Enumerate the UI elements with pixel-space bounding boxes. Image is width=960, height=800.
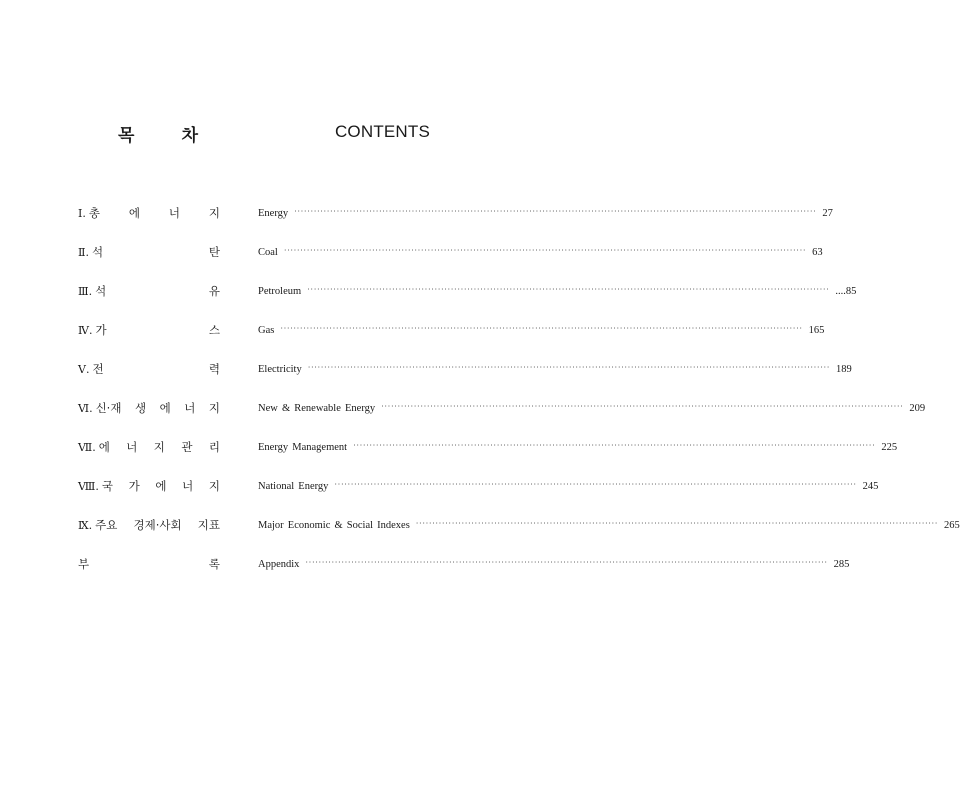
toc-korean-title <box>78 515 220 535</box>
toc-leader-dots: ································································································································································ <box>280 323 803 333</box>
toc-page-number: 189 <box>835 363 852 375</box>
toc-korean-word: 너 <box>168 206 180 220</box>
toc-english-entry[interactable] <box>258 476 879 496</box>
toc-english-title: Petroleum <box>258 285 302 297</box>
toc-leader-dots: ································································································································································ <box>305 557 828 567</box>
toc-english-title: National Energy <box>258 480 329 492</box>
toc-korean-title <box>78 554 220 574</box>
toc-korean-word: 에 <box>128 206 140 220</box>
toc-korean-word: 에 <box>155 479 167 493</box>
toc-korean-title <box>78 437 220 457</box>
toc-row[interactable] <box>78 320 825 359</box>
toc-english-title: Appendix <box>258 558 300 570</box>
toc-korean-word: 지 <box>208 401 220 415</box>
toc-english-title: Energy <box>258 207 289 219</box>
toc-english-entry[interactable] <box>258 242 823 262</box>
toc-english-entry[interactable] <box>258 515 960 535</box>
toc-korean-word: 지표 <box>197 518 220 532</box>
toc-korean-word: 록 <box>208 557 220 571</box>
toc-english-entry[interactable] <box>258 437 898 457</box>
toc-korean-title <box>78 242 220 262</box>
toc-english-title: Major Economic & Social Indexes <box>258 519 410 531</box>
toc-row[interactable] <box>78 554 850 593</box>
toc-leader-dots: ································································································································································ <box>381 401 904 411</box>
toc-leader-dots: ································································································································································ <box>415 518 939 528</box>
toc-korean-title <box>78 476 220 496</box>
toc-chapter-number: Ⅲ. <box>78 284 93 298</box>
toc-english-title: Electricity <box>258 363 302 375</box>
toc-korean-word: 석 <box>95 284 107 298</box>
toc-row[interactable] <box>78 242 823 281</box>
toc-korean-title <box>78 398 220 418</box>
toc-leader-dots: ································································································································································ <box>307 362 830 372</box>
toc-row[interactable] <box>78 476 879 515</box>
toc-page-number: 265 <box>944 519 960 531</box>
toc-english-entry[interactable] <box>258 398 926 418</box>
toc-korean-words <box>96 322 221 338</box>
toc-korean-words <box>92 244 220 260</box>
toc-korean-word: 너 <box>184 401 196 415</box>
toc-korean-title <box>78 281 220 301</box>
toc-korean-word: 리 <box>208 440 220 454</box>
toc-korean-words <box>95 517 220 533</box>
toc-korean-word: 유 <box>208 284 220 298</box>
toc-page-number: 27 <box>822 207 833 219</box>
toc-korean-word: 총 <box>88 206 100 220</box>
toc-english-title: New & Renewable Energy <box>258 402 376 414</box>
toc-korean-words <box>89 205 220 221</box>
toc-korean-word: 지 <box>208 479 220 493</box>
toc-chapter-number: Ⅳ. <box>78 323 93 337</box>
toc-chapter-number: Ⅴ. <box>78 362 90 376</box>
toc-leader-dots: ································································································································································ <box>353 440 876 450</box>
toc-english-entry[interactable] <box>258 320 825 340</box>
toc-korean-words <box>99 439 220 455</box>
toc-chapter-number: Ⅱ. <box>78 245 89 259</box>
toc-korean-word: 부 <box>78 557 90 571</box>
toc-korean-word: 에 <box>159 401 171 415</box>
toc-english-entry[interactable] <box>258 203 833 223</box>
toc-korean-word: 너 <box>182 479 194 493</box>
toc-row[interactable] <box>78 398 926 437</box>
toc-english-title: Gas <box>258 324 275 336</box>
toc-leader-dots: ································································································································································ <box>283 245 807 255</box>
toc-english-entry[interactable] <box>258 554 850 574</box>
toc-chapter-number: Ⅷ. <box>78 479 99 493</box>
toc-leader-dots: ································································································································································ <box>307 284 830 294</box>
toc-korean-title <box>78 320 220 340</box>
toc-korean-words <box>102 478 220 494</box>
toc-english-entry[interactable] <box>258 281 857 301</box>
toc-korean-word: 스 <box>208 323 220 337</box>
toc-korean-words <box>92 361 220 377</box>
english-heading: CONTENTS <box>334 122 431 141</box>
toc-english-entry[interactable] <box>258 359 852 379</box>
toc-korean-word: 너 <box>126 440 138 454</box>
toc-page-number: 63 <box>812 246 823 258</box>
toc-chapter-number: Ⅶ. <box>78 440 96 454</box>
toc-page-number: 209 <box>909 402 926 414</box>
toc-row[interactable] <box>78 203 833 242</box>
toc-row[interactable] <box>78 281 857 320</box>
korean-heading-char-1: 목 <box>118 126 135 146</box>
toc-korean-word: 지 <box>153 440 165 454</box>
toc-korean-word: 석 <box>91 245 104 259</box>
toc-korean-word: 국 <box>101 479 113 493</box>
toc-korean-word: 경제·사회 <box>133 518 182 532</box>
toc-chapter-number: Ⅸ. <box>78 518 93 532</box>
toc-korean-word: 주요 <box>95 518 118 532</box>
toc-chapter-number: Ⅰ. <box>78 206 86 220</box>
toc-leader-dots: ································································································································································ <box>334 479 857 489</box>
toc-korean-words <box>96 400 220 416</box>
toc-english-title: Energy Management <box>258 441 348 453</box>
toc-korean-word: 전 <box>92 362 104 376</box>
toc-row[interactable] <box>78 437 898 476</box>
toc-korean-words <box>95 283 220 299</box>
toc-page-number: 245 <box>862 480 879 492</box>
table-of-contents <box>78 203 960 593</box>
toc-korean-title <box>78 359 220 379</box>
toc-english-title: Coal <box>258 246 278 258</box>
toc-korean-word: 가 <box>95 323 107 337</box>
toc-korean-word: 탄 <box>208 245 220 259</box>
toc-korean-word: 생 <box>134 401 147 415</box>
toc-page-number: 285 <box>833 558 850 570</box>
toc-row[interactable] <box>78 515 960 554</box>
toc-page-number: ....85 <box>835 285 857 297</box>
toc-korean-word: 에 <box>98 440 110 454</box>
korean-heading <box>118 121 198 146</box>
toc-leader-dots: ································································································································································ <box>294 206 817 216</box>
toc-chapter-number: Ⅵ. <box>78 401 93 415</box>
toc-korean-word: 관 <box>181 440 193 454</box>
toc-korean-word: 력 <box>208 362 220 376</box>
toc-page-number: 225 <box>881 441 898 453</box>
toc-korean-word: 지 <box>208 206 220 220</box>
toc-korean-words <box>78 556 220 572</box>
korean-heading-char-2: 차 <box>181 126 198 146</box>
toc-korean-word: 가 <box>128 479 140 493</box>
toc-row[interactable] <box>78 359 852 398</box>
toc-korean-title <box>78 203 220 223</box>
toc-page-number: 165 <box>808 324 825 336</box>
toc-korean-word: 신·재 <box>95 401 122 415</box>
